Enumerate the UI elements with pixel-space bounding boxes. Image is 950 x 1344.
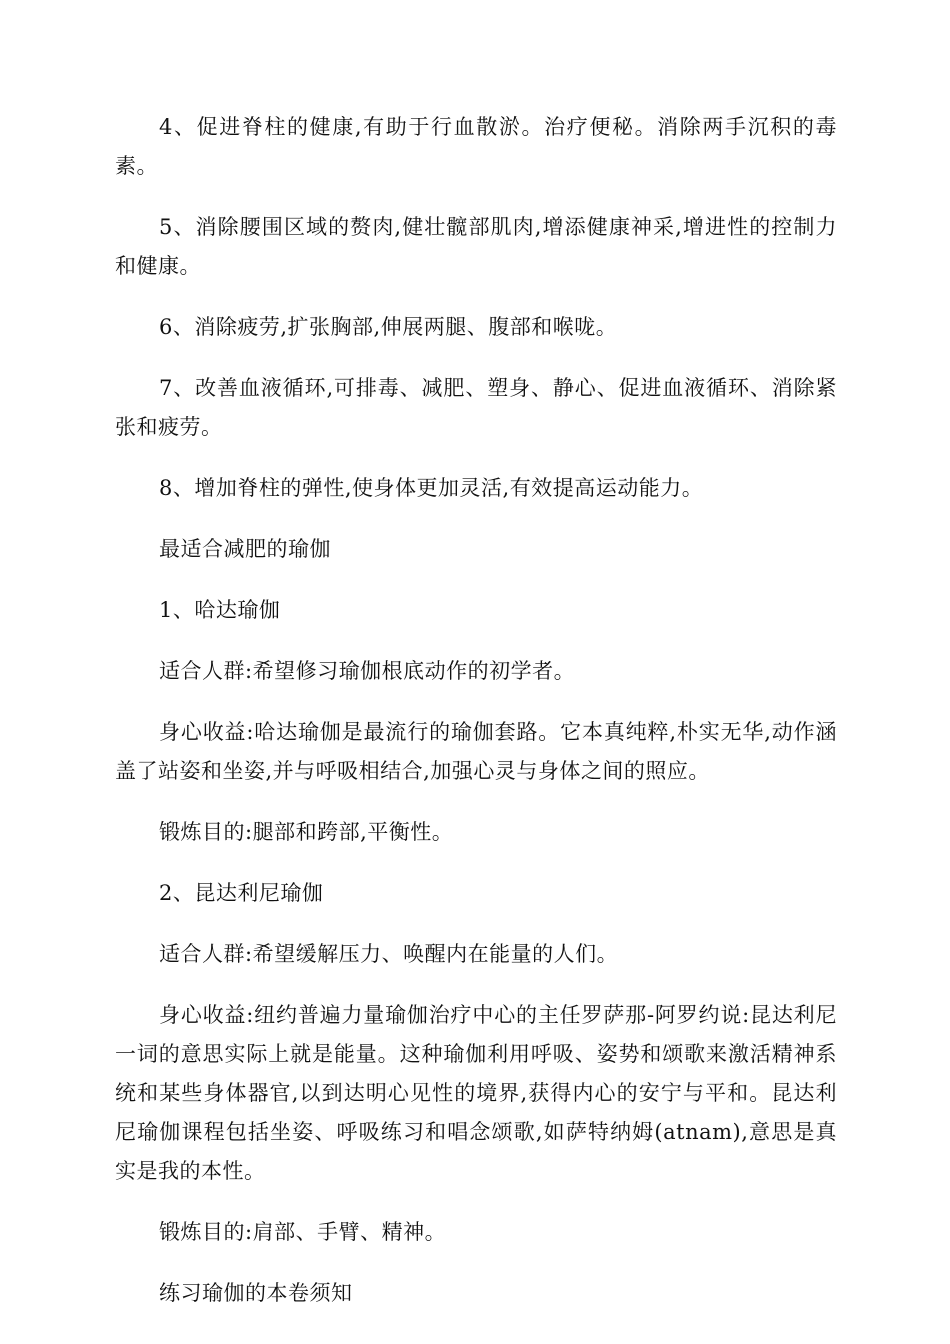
paragraph-benefit-7: 7、改善血液循环,可排毒、减肥、塑身、静心、促进血液循环、消除紧张和疲劳。 (115, 376, 837, 439)
paragraph-benefit-6: 6、消除疲劳,扩张胸部,伸展两腿、腹部和喉咙。 (159, 315, 618, 339)
paragraph-kundalini-benefits: 身心收益:纽约普遍力量瑜伽治疗中心的主任罗萨那-阿罗约说:昆达利尼一词的意思实际上就是能量。这种瑜伽利用呼吸、姿势和颂歌来激活精神系统和某些身体器官,以到达明心见性的境界,获得内心的安宁与平和。昆达利尼瑜伽课程包括坐姿、呼吸练习和唱念颂歌,如萨特纳姆(atnam),意思是真实是我的本性。 (115, 1003, 837, 1183)
item-heading-hatha-yoga: 1、哈达瑜伽 (159, 598, 281, 622)
paragraph-hatha-benefits: 身心收益:哈达瑜伽是最流行的瑜伽套路。它本真纯粹,朴实无华,动作涵盖了站姿和坐姿,并与呼吸相结合,加强心灵与身体之间的照应。 (115, 720, 837, 783)
paragraph-benefit-4: 4、促进脊柱的健康,有助于行血散淤。治疗便秘。消除两手沉积的毒素。 (115, 115, 837, 178)
paragraph-hatha-audience: 适合人群:希望修习瑜伽根底动作的初学者。 (159, 659, 576, 683)
section-heading-yoga-notes: 练习瑜伽的本卷须知 (159, 1281, 353, 1305)
paragraph-benefit-8: 8、增加脊柱的弹性,使身体更加灵活,有效提高运动能力。 (159, 476, 704, 500)
document-page (115, 108, 837, 1335)
paragraph-hatha-targets: 锻炼目的:腿部和跨部,平衡性。 (159, 820, 454, 844)
paragraph-kundalini-targets: 锻炼目的:肩部、手臂、精神。 (159, 1220, 447, 1244)
paragraph-benefit-5: 5、消除腰围区域的赘肉,健壮髋部肌肉,增添健康神采,增进性的控制力和健康。 (115, 215, 837, 278)
paragraph-kundalini-audience: 适合人群:希望缓解压力、唤醒内在能量的人们。 (159, 942, 619, 966)
section-heading-weight-loss-yoga: 最适合减肥的瑜伽 (159, 537, 331, 561)
item-heading-kundalini-yoga: 2、昆达利尼瑜伽 (159, 881, 324, 905)
